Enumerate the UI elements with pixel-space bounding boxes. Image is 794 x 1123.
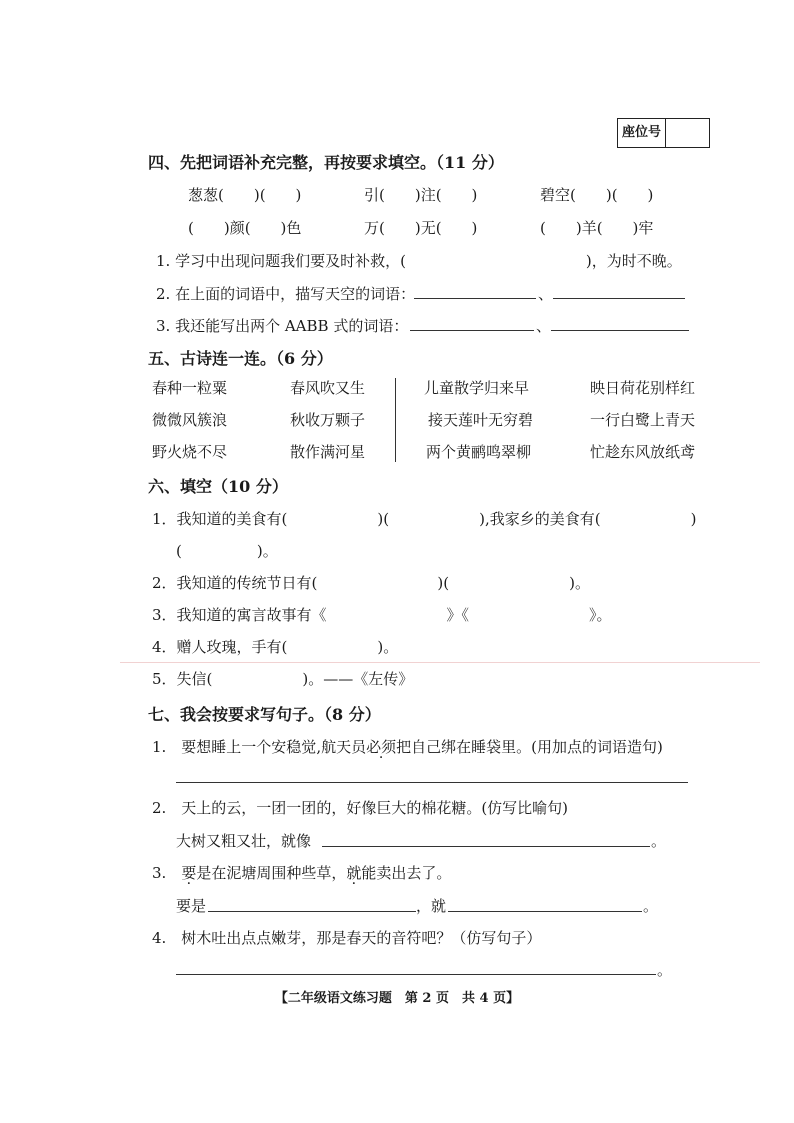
section-4-heading: 四、先把词语补充完整，再按要求填空。（11 分） — [148, 153, 504, 172]
section-5-heading: 五、古诗连一连。（6 分） — [148, 349, 333, 368]
poem-line[interactable]: 一行白鹭上青天 — [590, 411, 696, 429]
poem-line[interactable]: 忙趁东风放纸鸢 — [590, 443, 696, 461]
s6-question-1[interactable]: 1．我知道的美食有( )( ),我家乡的美食有( ) — [152, 510, 697, 528]
faint-red-line — [120, 662, 760, 663]
s4-question-3: 3. 我还能写出两个 AABB 式的词语： — [156, 317, 409, 335]
s7-question-4: 4. 树木吐出点点嫩芽，那是春天的音符吧？（仿写句子） — [152, 929, 542, 947]
s4-q3-blank-2[interactable] — [551, 330, 689, 331]
poem-line[interactable]: 野火烧不尽 — [152, 443, 228, 461]
s7-q3-answer-line-2[interactable] — [448, 911, 642, 912]
s7-q3-prompt-2: ，就 — [416, 897, 447, 915]
seat-number-label: 座位号 — [618, 119, 666, 147]
s4-word-2[interactable]: 引( )注( ) — [364, 186, 478, 204]
s4-word-6[interactable]: ( )羊( )牢 — [540, 219, 654, 237]
section-7-heading: 七、我会按要求写句子。（8 分） — [148, 705, 381, 724]
s7-question-3: 3. 要是在泥塘周围种些草，就能卖出去了。 — [152, 864, 452, 882]
s4-word-5[interactable]: 万( )无( ) — [364, 219, 478, 237]
poem-line[interactable]: 接天莲叶无穷碧 — [428, 411, 534, 429]
column-divider — [395, 378, 396, 462]
dotted-word: 要 — [181, 864, 197, 882]
s4-word-4[interactable]: ( )颜( )色 — [188, 219, 302, 237]
s4-q2-separator: 、 — [538, 285, 554, 303]
section-6-heading: 六、填空（10 分） — [148, 477, 288, 496]
s7-question-1: 1. 要想睡上一个安稳觉,航天员必须把自己绑在睡袋里。(用加点的词语造句) — [152, 738, 663, 756]
s6-question-2[interactable]: 2．我知道的传统节日有( )( )。 — [152, 574, 590, 592]
s4-q3-separator: 、 — [536, 317, 552, 335]
s7-q3-answer-line-1[interactable] — [208, 911, 416, 912]
s4-word-3[interactable]: 碧空( )( ) — [540, 186, 654, 204]
s4-word-1[interactable]: 葱葱( )( ) — [188, 186, 302, 204]
s7-q2-answer-line[interactable] — [322, 846, 650, 847]
s6-question-3[interactable]: 3．我知道的寓言故事有《 》《 》。 — [152, 606, 612, 624]
poem-line[interactable]: 映日荷花别样红 — [590, 379, 696, 397]
s7-q2-prompt: 大树又粗又壮，就像 — [176, 832, 312, 850]
page-footer: 【二年级语文练习题 第 2 页 共 4 页】 — [274, 991, 520, 1006]
poem-line[interactable]: 两个黄鹂鸣翠柳 — [426, 443, 532, 461]
s7-q4-answer-line[interactable] — [176, 974, 656, 975]
poem-line[interactable]: 春风吹又生 — [290, 379, 366, 397]
s4-q3-blank-1[interactable] — [410, 330, 534, 331]
s4-question-2: 2. 在上面的词语中，描写天空的词语： — [156, 285, 416, 303]
poem-line[interactable]: 秋收万颗子 — [290, 411, 366, 429]
s4-q2-blank-1[interactable] — [414, 298, 536, 299]
s4-question-1[interactable]: 1. 学习中出现问题我们要及时补救，( )，为时不晚。 — [156, 252, 682, 270]
s7-question-2: 2. 天上的云，一团一团的，好像巨大的棉花糖。(仿写比喻句) — [152, 799, 569, 817]
poem-line[interactable]: 微微风簇浪 — [152, 411, 228, 429]
s7-q4-period: 。 — [657, 961, 673, 979]
seat-number-box[interactable] — [617, 118, 710, 148]
s4-q2-blank-2[interactable] — [553, 298, 685, 299]
s6-question-5[interactable]: 5．失信( )。——《左传》 — [152, 670, 414, 688]
poem-line[interactable]: 散作满河星 — [290, 443, 366, 461]
poem-line[interactable]: 春种一粒粟 — [152, 379, 228, 397]
s6-question-1-cont[interactable]: ( )。 — [176, 542, 278, 560]
s7-q3-period: 。 — [643, 897, 659, 915]
s7-q1-answer-line[interactable] — [176, 782, 688, 783]
s6-question-4[interactable]: 4．赠人玫瑰，手有( )。 — [152, 638, 399, 656]
s7-q3-prompt-1: 要是 — [176, 897, 207, 915]
dotted-word: 就 — [346, 864, 362, 882]
s7-q2-period: 。 — [651, 832, 667, 850]
dotted-word: 必须 — [366, 738, 397, 756]
poem-line[interactable]: 儿童散学归来早 — [424, 379, 530, 397]
